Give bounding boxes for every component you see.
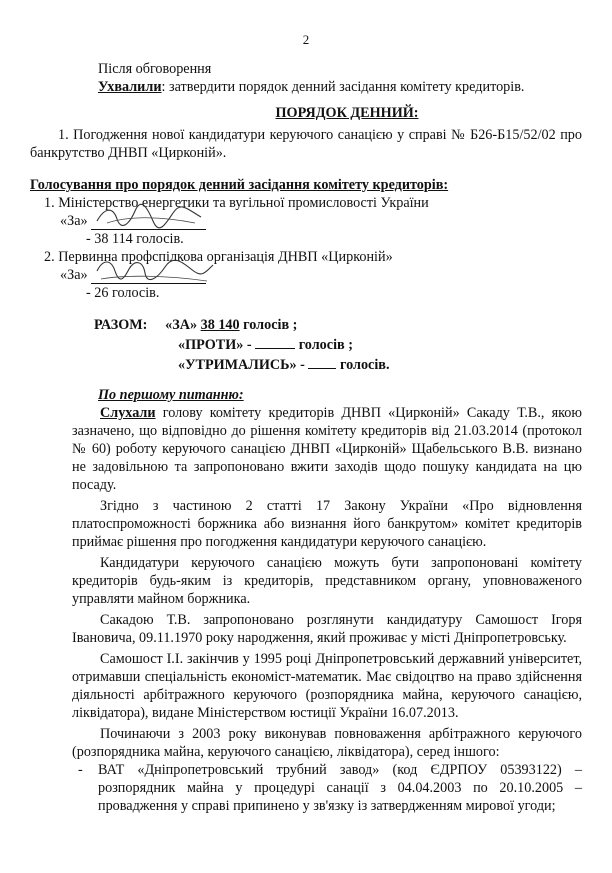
total-against-line xyxy=(178,336,582,354)
document-body xyxy=(30,60,582,815)
decided-text: : затвердити порядок денний засідання комітету кредиторів. xyxy=(161,79,525,95)
total-against-blank xyxy=(255,336,295,349)
total-abstain-label: «УТРИМАЛИСЬ» - xyxy=(178,357,305,373)
paragraph-candidates: Кандидатури керуючого санацією можуть бути запропоновані комітету кредиторів будь-яким із кредиторів, представником органу, уповноваженого управляти майном боржника. xyxy=(72,555,582,607)
decided-label: Ухвалили xyxy=(98,79,162,95)
page-number: 2 xyxy=(302,32,310,47)
total-for-suffix: голосів ; xyxy=(243,317,298,333)
total-abstain-line xyxy=(178,356,582,374)
voting-heading: Голосування про порядок денний засідання комітету кредиторів: xyxy=(30,177,449,193)
voter-2-name: 2. Первинна профспілкова організація ДНВП «Цирконій» xyxy=(44,249,393,265)
total-abstain-blank xyxy=(308,356,336,369)
first-question-heading: По першому питанню: xyxy=(98,387,244,403)
total-for-value: 38 140 xyxy=(200,317,240,333)
paragraph-experience: Починаючи з 2003 року виконував повноваження арбітражного керуючого (розпорядника майна, керуючого санацією, ліквідатора), серед іншого: xyxy=(72,726,582,760)
heard-label: Слухали xyxy=(100,405,156,421)
decided-line xyxy=(72,78,582,96)
paragraph-proposal: Сакадою Т.В. запропоновано розглянути кандидатуру Самошост Ігоря Івановича, 09.11.1970 року народження, який проживає у місті Дніпропетровську. xyxy=(72,612,582,646)
voter-2-for-label: «За» xyxy=(60,267,88,283)
signature-2 xyxy=(91,267,206,284)
paragraph-education: Самошост І.І. закінчив у 1995 році Дніпропетровський державний університет, отримавши спеціальність економіст-математик. Має свідоцтво на право здійснення діяльності арбітражного керуючого (розпорядника майна, керуючого санацією, ліквідатора), видане Міністерством юстиції України 16.07.2013. xyxy=(72,651,582,721)
signature-1 xyxy=(91,213,206,230)
voter-2-votes: - 26 голосів. xyxy=(86,285,160,301)
agenda-title: ПОРЯДОК ДЕННИЙ: xyxy=(275,105,419,121)
total-abstain-suffix: голосів. xyxy=(340,357,390,373)
total-for-label: «ЗА» xyxy=(165,317,198,333)
first-question-heard xyxy=(72,404,582,494)
list-bullet: - xyxy=(78,762,83,778)
after-discussion-text: Після обговорення xyxy=(98,61,212,77)
total-against-label: «ПРОТИ» - xyxy=(178,337,252,353)
paragraph-law: Згідно з частиною 2 статті 17 Закону України «Про відновлення платоспроможності боржника або визнання його банкрутом» комітет кредиторів приймає рішення про погодження кандидатури керуючого санацією. xyxy=(72,498,582,550)
voter-1-for-line xyxy=(60,212,582,230)
voter-1-name: 1. Міністерство енергетики та вугільної промисловості України xyxy=(44,195,429,211)
voter-1-for-label: «За» xyxy=(60,213,88,229)
total-against-suffix: голосів ; xyxy=(298,337,353,353)
list-item-text: ВАТ «Дніпропетровський трубний завод» (код ЄДРПОУ 05393122) – розпорядник майна у процедурі санації з 04.04.2003 по 20.10.2005 – провадження у справі припинено у зв'язку із затвердженням мирової угоди; xyxy=(98,762,582,814)
total-label: РАЗОМ: xyxy=(94,317,148,333)
agenda-item-1: 1. Погодження нової кандидатури керуючого санацією у справі № Б26-Б15/52/02 про банкрутство ДНВП «Цирконій». xyxy=(30,127,582,161)
total-for-line xyxy=(94,316,582,334)
list-item xyxy=(72,761,582,815)
heard-text: голову комітету кредиторів ДНВП «Цирконій» Сакаду Т.В., якою зазначено, що відповідно до рішення комітету кредиторів від 21.03.2014 (протокол № 60) роботу керуючого санацією ДНВП «Цирконій» Щабельського В.В. визнано не задовільною та запропоновано вжити заходів щодо пошуку кандидата на цю посаду. xyxy=(72,405,582,493)
voter-2-for-line xyxy=(60,266,582,284)
voter-1-votes: - 38 114 голосів. xyxy=(86,231,184,247)
